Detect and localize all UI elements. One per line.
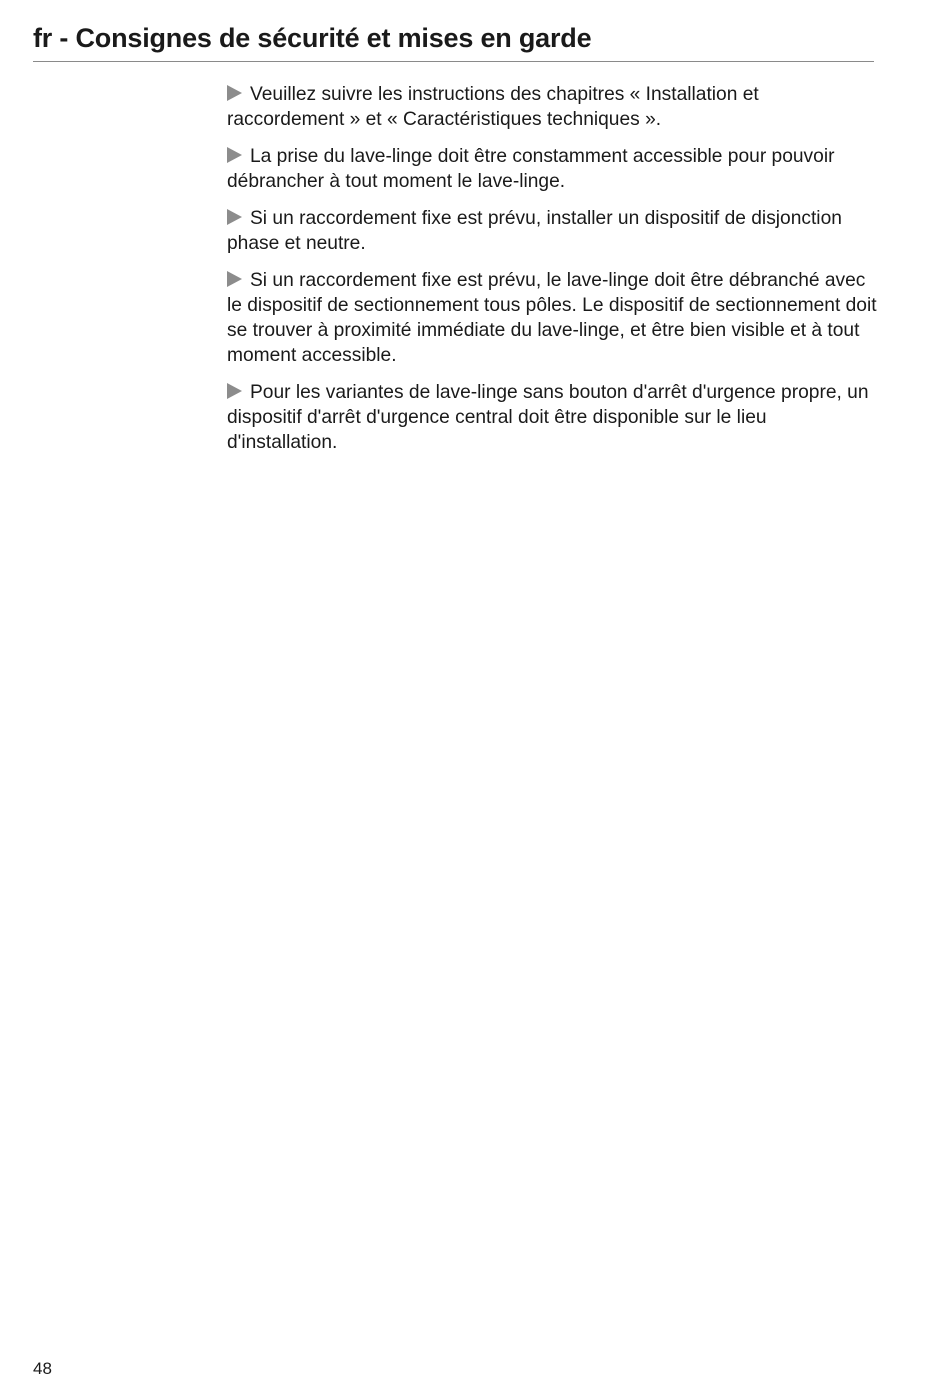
instruction-item — [227, 380, 877, 455]
instruction-text: Veuillez suivre les instructions des chapitres « Installation et raccordement » et « Caractéristiques techniques ». — [227, 84, 759, 130]
triangle-right-icon — [227, 271, 242, 287]
instruction-text: Si un raccordement fixe est prévu, installer un dispositif de disjonction phase et neutre. — [227, 208, 842, 254]
page-title: fr - Consignes de sécurité et mises en garde — [33, 23, 592, 53]
instruction-item — [227, 206, 877, 256]
instruction-item — [227, 268, 877, 368]
page-header — [33, 22, 874, 62]
instruction-item — [227, 144, 877, 194]
instruction-text: La prise du lave-linge doit être constamment accessible pour pouvoir débrancher à tout moment le lave-linge. — [227, 146, 835, 192]
page-number: 48 — [33, 1359, 52, 1378]
triangle-right-icon — [227, 209, 242, 225]
triangle-right-icon — [227, 85, 242, 101]
instruction-item — [227, 82, 877, 132]
triangle-right-icon — [227, 383, 242, 399]
instruction-text: Si un raccordement fixe est prévu, le lave-linge doit être débranché avec le dispositif de sectionnement tous pôles. Le dispositif de sectionnement doit se trouver à proximité immédiate du lave-linge, et être bien visible et à tout moment accessible. — [227, 270, 877, 366]
triangle-right-icon — [227, 147, 242, 163]
safety-instructions-list — [227, 82, 877, 467]
instruction-text: Pour les variantes de lave-linge sans bouton d'arrêt d'urgence propre, un dispositif d'arrêt d'urgence central doit être disponible sur le lieu d'installation. — [227, 382, 869, 453]
